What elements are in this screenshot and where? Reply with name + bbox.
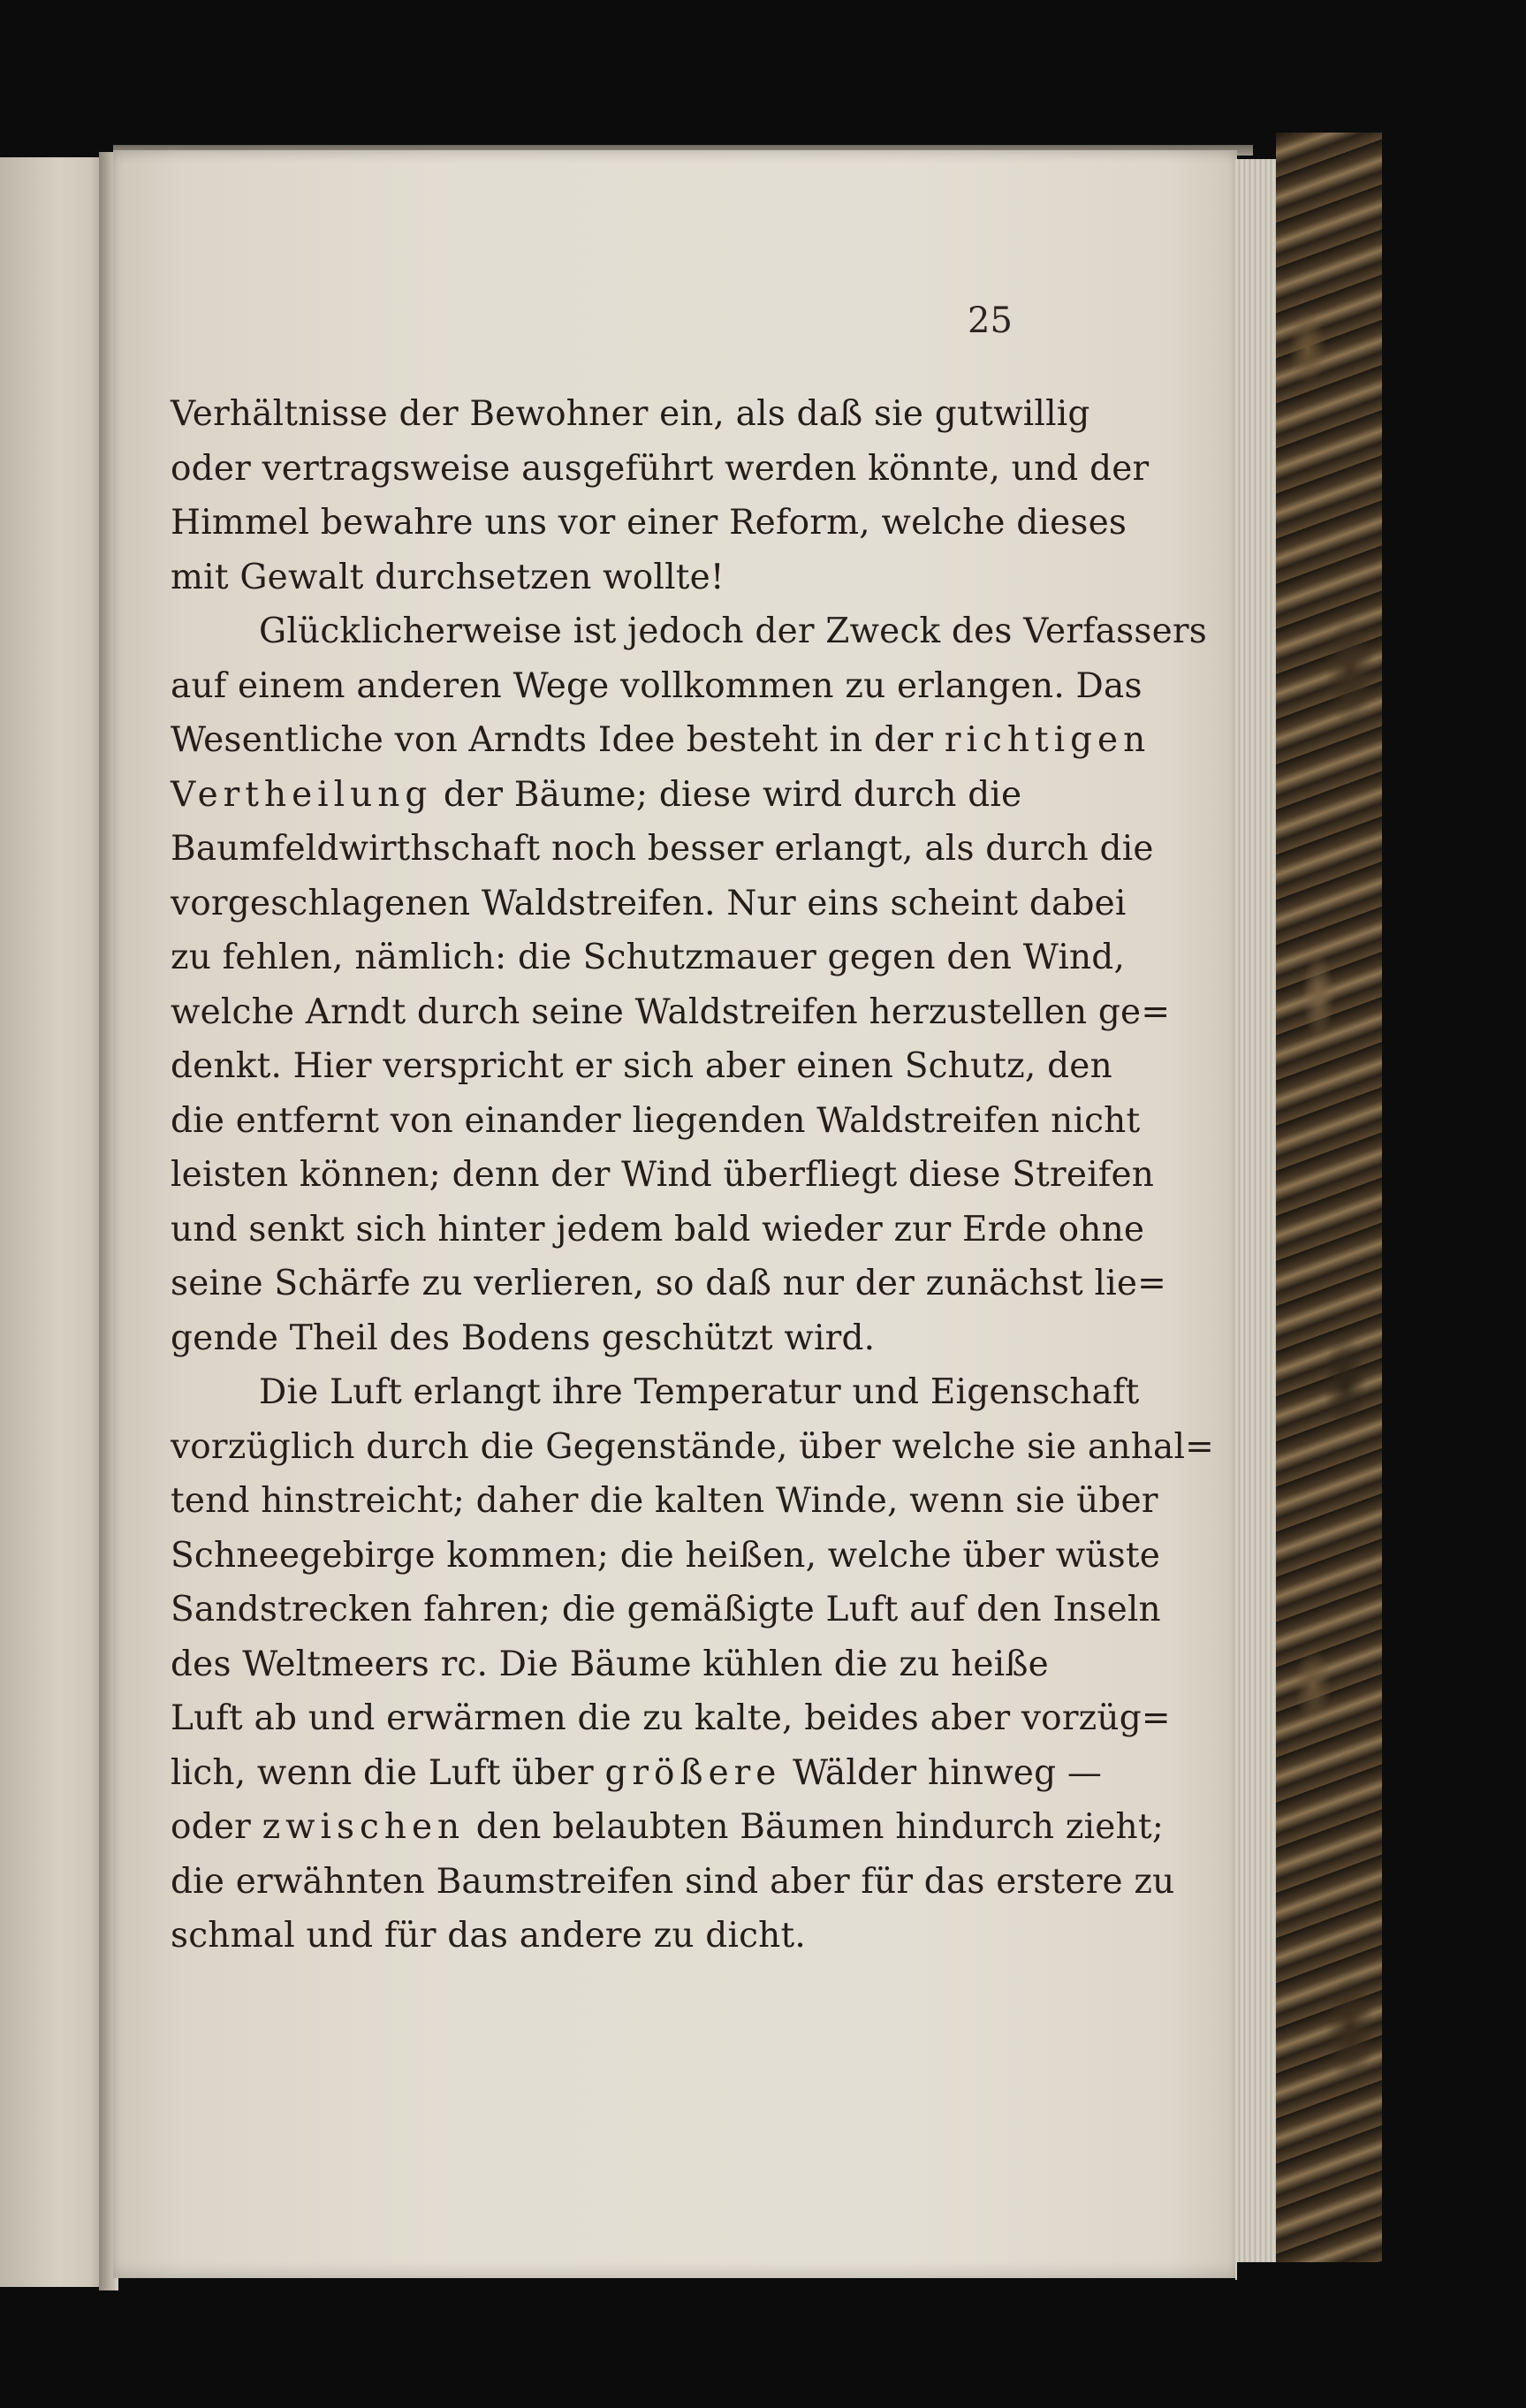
text-line bbox=[171, 768, 1022, 823]
text-segment: auf einem anderen Wege vollkommen zu erlangen. Das bbox=[171, 665, 1143, 706]
text-segment: vorzüglich durch die Gegenstände, über welche sie anhal= bbox=[171, 1426, 1215, 1467]
text-segment: die entfernt von einander liegenden Waldstreifen nicht bbox=[171, 1100, 1141, 1141]
text-line bbox=[171, 604, 1207, 659]
text-line bbox=[171, 1800, 1165, 1855]
text-segment: den belaubten Bäumen hindurch zieht; bbox=[465, 1807, 1165, 1847]
text-line bbox=[171, 931, 1126, 985]
text-line bbox=[171, 1311, 1019, 1366]
emphasized-text: Vertheilung bbox=[171, 774, 433, 815]
text-line bbox=[171, 1637, 1049, 1692]
cover-shadow bbox=[1237, 2262, 1382, 2289]
text-line bbox=[171, 659, 1143, 714]
text-segment: Luft ab und erwärmen die zu kalte, beides aber vorzüg= bbox=[171, 1698, 1171, 1738]
text-line bbox=[171, 1094, 1141, 1149]
text-segment: zu fehlen, nämlich: die Schutzmauer gegen den Wind, bbox=[171, 938, 1126, 977]
text-line bbox=[171, 713, 1151, 768]
text-segment: Baumfeldwirthschaft noch besser erlangt, als durch die bbox=[171, 829, 1154, 869]
text-segment: Sandstrecken fahren; die gemäßigte Luft auf den Inseln bbox=[171, 1590, 1161, 1629]
text-line bbox=[171, 1474, 1158, 1529]
text-line bbox=[171, 1420, 1215, 1475]
text-segment: leisten können; denn der Wind überfliegt diese Streifen bbox=[171, 1155, 1155, 1195]
text-line bbox=[171, 877, 1127, 931]
text-segment: schmal und für das andere zu dicht. bbox=[171, 1916, 806, 1956]
text-segment: Himmel bewahre uns vor einer Reform, welche dieses bbox=[171, 503, 1127, 543]
text-line bbox=[171, 1039, 1112, 1094]
text-segment: oder bbox=[171, 1807, 262, 1847]
text-line bbox=[171, 1746, 1103, 1801]
text-line bbox=[171, 822, 1154, 877]
text-segment: lich, wenn die Luft über bbox=[171, 1752, 605, 1793]
text-line bbox=[171, 1257, 1167, 1311]
body-text bbox=[171, 387, 1215, 1964]
emphasized-text: richtigen bbox=[944, 720, 1151, 760]
text-segment: Schneegebirge kommen; die heißen, welche über wüste bbox=[171, 1535, 1161, 1576]
text-line bbox=[171, 387, 1090, 442]
text-segment: Glücklicherweise ist jedoch der Zweck des Verfassers bbox=[259, 611, 1207, 651]
text-line bbox=[171, 551, 1019, 605]
emphasized-text: zwischen bbox=[262, 1807, 466, 1847]
text-segment: gende Theil des Bodens geschützt wird. bbox=[171, 1318, 876, 1358]
page-number: 25 bbox=[968, 300, 1013, 341]
text-line bbox=[171, 1691, 1171, 1746]
text-line bbox=[171, 1203, 1145, 1257]
text-segment: vorgeschlagenen Waldstreifen. Nur eins scheint dabei bbox=[171, 883, 1127, 923]
text-segment: tend hinstreicht; daher die kalten Winde, wenn sie über bbox=[171, 1481, 1158, 1521]
text-line bbox=[171, 1148, 1155, 1203]
text-line bbox=[171, 1909, 1019, 1964]
text-segment: oder vertragsweise ausgeführt werden könnte, und der bbox=[171, 448, 1150, 489]
text-segment: die erwähnten Baumstreifen sind aber für das erstere zu bbox=[171, 1861, 1175, 1902]
text-line bbox=[171, 1583, 1161, 1637]
text-segment: denkt. Hier verspricht er sich aber einen Schutz, den bbox=[171, 1046, 1112, 1086]
text-line bbox=[171, 1529, 1161, 1584]
text-segment: welche Arndt durch seine Waldstreifen herzustellen ge= bbox=[171, 991, 1171, 1032]
text-segment: und senkt sich hinter jedem bald wieder zur Erde ohne bbox=[171, 1209, 1145, 1250]
text-segment: mit Gewalt durchsetzen wollte! bbox=[171, 557, 725, 597]
text-segment: seine Schärfe zu verlieren, so daß nur der zunächst lie= bbox=[171, 1264, 1167, 1303]
left-facing-page bbox=[0, 157, 106, 2287]
emphasized-text: größere bbox=[604, 1752, 782, 1793]
text-segment: Wesentliche von Arndts Idee besteht in der bbox=[171, 720, 945, 760]
text-line bbox=[171, 442, 1150, 497]
text-line bbox=[171, 1855, 1175, 1910]
text-segment: Die Luft erlangt ihre Temperatur und Eigenschaft bbox=[259, 1372, 1140, 1412]
text-segment: Verhältnisse der Bewohner ein, als daß sie gutwillig bbox=[171, 394, 1090, 434]
marbled-cover bbox=[1276, 133, 1382, 2289]
text-segment: der Bäume; diese wird durch die bbox=[432, 774, 1022, 815]
text-line bbox=[171, 1365, 1140, 1420]
text-line bbox=[171, 496, 1127, 551]
text-segment: des Weltmeers rc. Die Bäume kühlen die zu heiße bbox=[171, 1644, 1049, 1684]
text-segment: Wälder hinweg — bbox=[781, 1752, 1103, 1793]
stacked-page-edges bbox=[1235, 159, 1276, 2280]
text-line bbox=[171, 985, 1171, 1040]
